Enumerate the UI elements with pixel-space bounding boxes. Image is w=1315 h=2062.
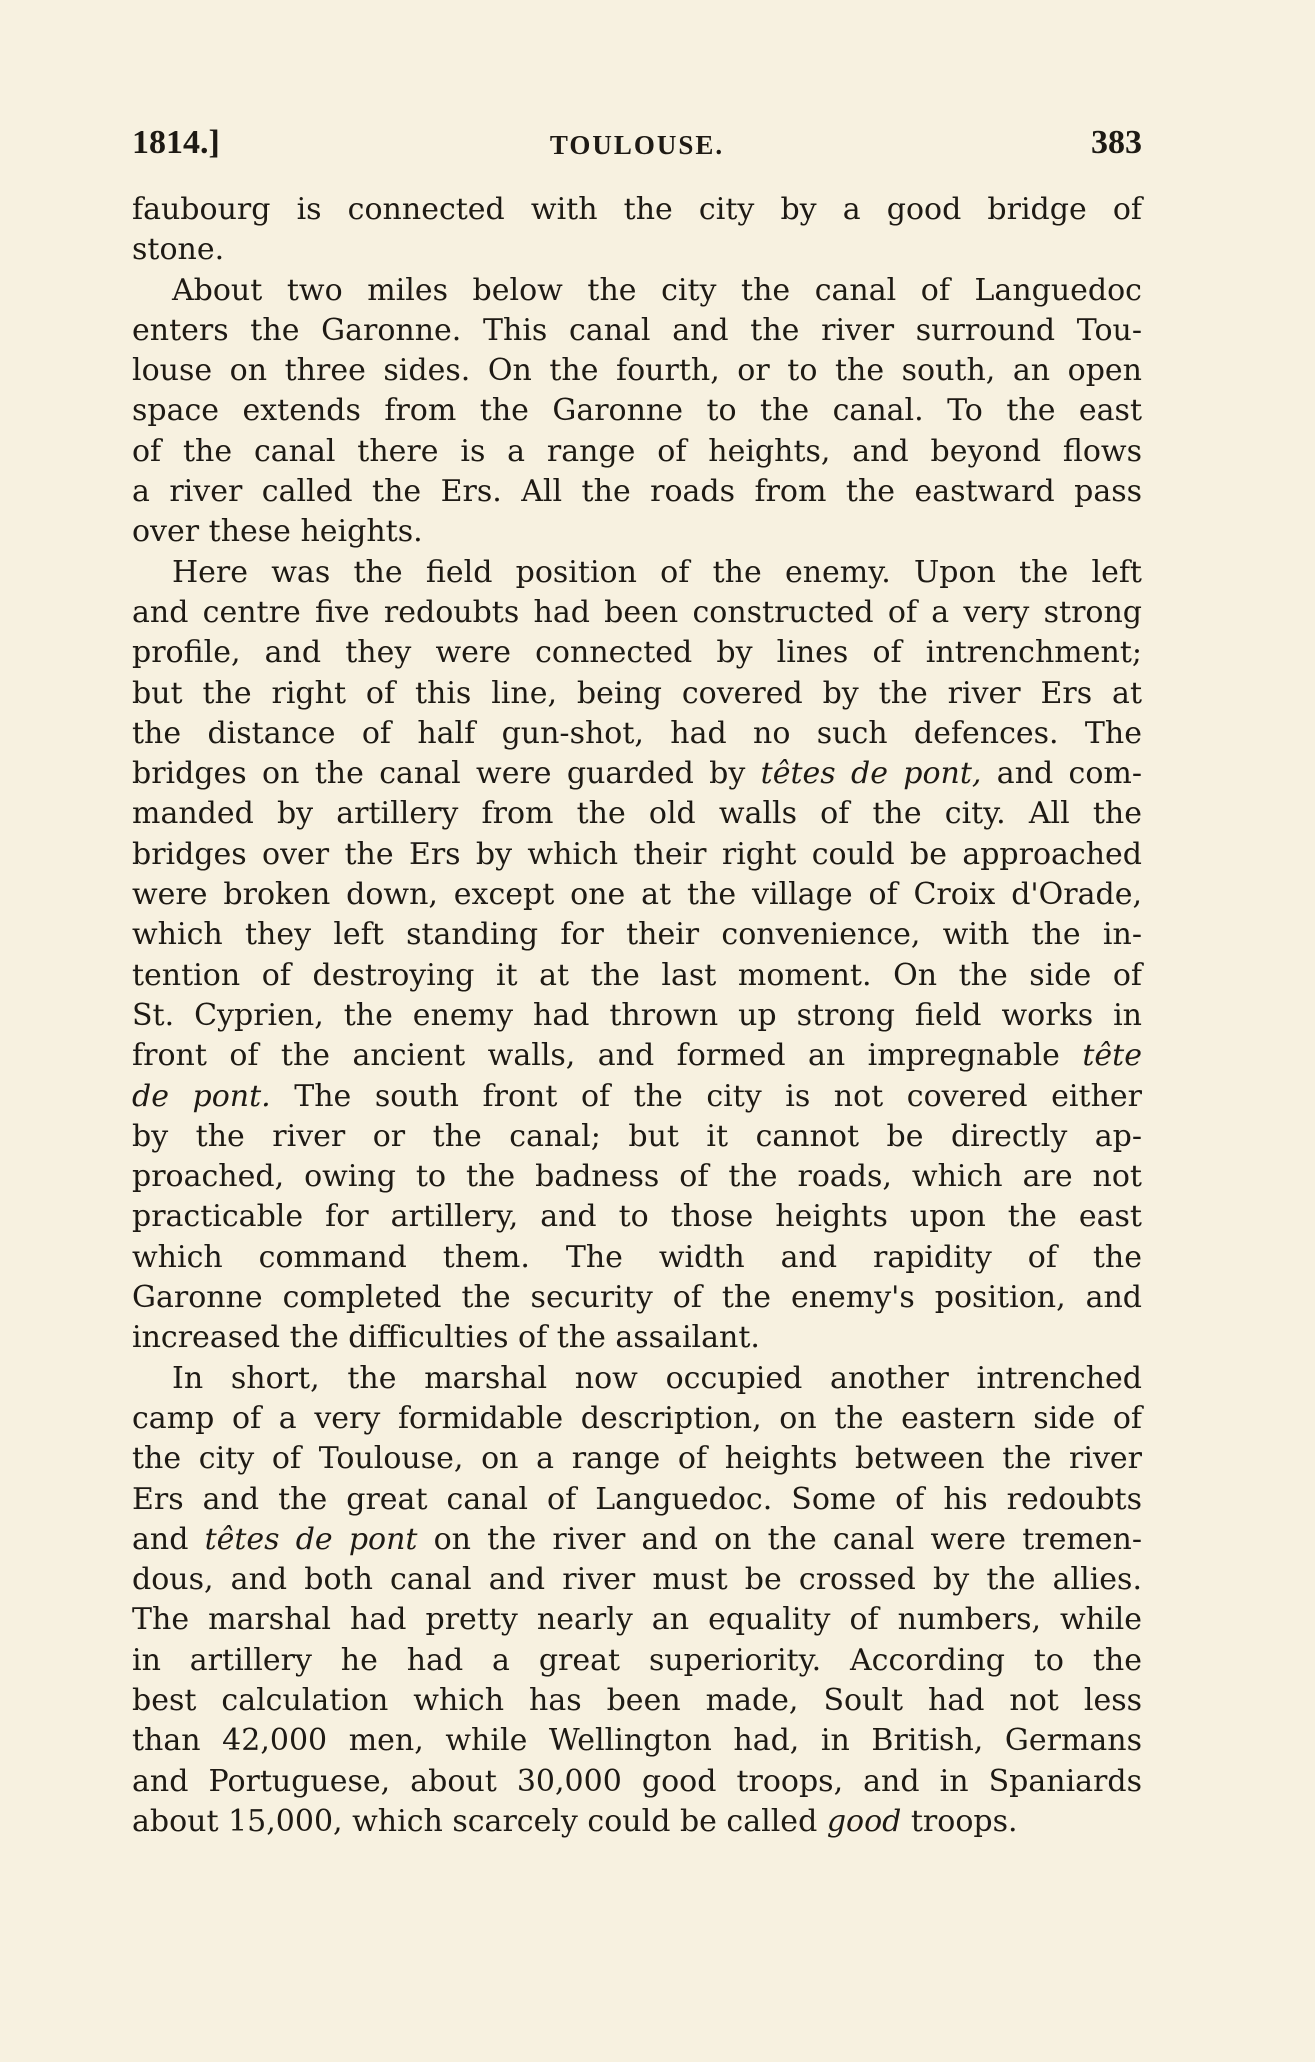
text-line: were broken down, except one at the village of Croix d'Orade, (132, 877, 1142, 913)
text-line (132, 1520, 1142, 1560)
text-line: and centre five redoubts had been constructed of a very strong (132, 594, 1142, 630)
italic-phrase: têtes de pont (204, 1521, 418, 1557)
text-line: and Portuguese, about 30,000 good troops, and in Spaniards (132, 1763, 1142, 1799)
text-line: a river called the Ers. All the roads from the eastward pass (132, 474, 1142, 510)
text-line: Garonne completed the security of the enemy's position, and (132, 1280, 1142, 1316)
text-line: Here was the field position of the enemy. Upon the left (172, 554, 1142, 590)
italic-phrase: têtes de pont, (760, 756, 982, 792)
text-segment: front of the ancient walls, and formed an impregnable (132, 1038, 1083, 1074)
text-line: proached, owing to the badness of the roads, which are not (132, 1159, 1142, 1195)
text-line: increased the difficulties of the assailant. (132, 1320, 760, 1356)
text-line: which command them. The width and rapidity of the (132, 1239, 1142, 1275)
text-line: faubourg is connected with the city by a good bridge of (132, 192, 1142, 227)
text-line: manded by artillery from the old walls of the city. All the (132, 796, 1142, 832)
text-line: practicable for artillery, and to those heights upon the east (132, 1199, 1142, 1235)
text-line (132, 1036, 1142, 1076)
text-line: The marshal had pretty nearly an equality of numbers, while (132, 1602, 1142, 1638)
text-segment: troops. (901, 1803, 1018, 1839)
text-line: In short, the marshal now occupied another intrenched (172, 1360, 1142, 1396)
italic-phrase: de pont. (132, 1078, 271, 1114)
text-segment: and (132, 1521, 205, 1557)
text-line: over these heights. (132, 514, 423, 550)
text-line: St. Cyprien, the enemy had thrown up strong field works in (132, 997, 1142, 1033)
text-line: by the river or the canal; but it cannot be directly ap- (132, 1118, 1142, 1154)
text-line: but the right of this line, being covered by the river Ers at (132, 675, 1142, 711)
text-line (132, 1802, 1142, 1842)
header-year: 1814.] (132, 124, 220, 161)
text-segment: and com- (981, 756, 1142, 792)
body-text (132, 190, 1142, 1842)
text-line: louse on three sides. On the fourth, or to the south, an open (132, 353, 1142, 389)
text-line: dous, and both canal and river must be crossed by the allies. (132, 1562, 1142, 1598)
text-segment: on the river and on the canal were tremen- (417, 1521, 1142, 1557)
text-line (132, 754, 1142, 794)
text-line: stone. (132, 232, 225, 268)
page-number: 383 (1091, 124, 1142, 161)
text-line: the city of Toulouse, on a range of heights between the river (132, 1441, 1142, 1477)
text-line: of the canal there is a range of heights, and beyond flows (132, 433, 1142, 469)
text-line: Ers and the great canal of Languedoc. Some of his redoubts (132, 1481, 1142, 1517)
text-segment: The south front of the city is not covered either (270, 1078, 1142, 1114)
text-line: than 42,000 men, while Wellington had, in British, Germans (132, 1723, 1142, 1759)
running-header (132, 118, 1142, 168)
text-line: camp of a very formidable description, on the eastern side of (132, 1400, 1142, 1436)
italic-phrase: tête (1082, 1038, 1142, 1074)
text-line: best calculation which has been made, Soult had not less (132, 1682, 1142, 1718)
text-line: enters the Garonne. This canal and the river surround Tou- (132, 312, 1142, 348)
text-line (132, 1077, 1142, 1117)
text-line: which they left standing for their convenience, with the in- (132, 917, 1142, 953)
text-line: About two miles below the city the canal of Languedoc (172, 272, 1142, 308)
text-segment: about 15,000, which scarcely could be called (132, 1803, 827, 1839)
text-line: profile, and they were connected by lines of intrenchment; (132, 635, 1142, 671)
text-line: tention of destroying it at the last moment. On the side of (132, 957, 1142, 993)
text-line: in artillery he had a great superiority. According to the (132, 1642, 1142, 1678)
italic-phrase: good (826, 1803, 902, 1839)
header-title: TOULOUSE. (549, 130, 725, 160)
text-line: space extends from the Garonne to the canal. To the east (132, 393, 1142, 429)
text-segment: bridges on the canal were guarded by (132, 756, 761, 792)
text-line: bridges over the Ers by which their right could be approached (132, 836, 1142, 872)
text-line: the distance of half gun-shot, had no such defences. The (132, 715, 1142, 751)
